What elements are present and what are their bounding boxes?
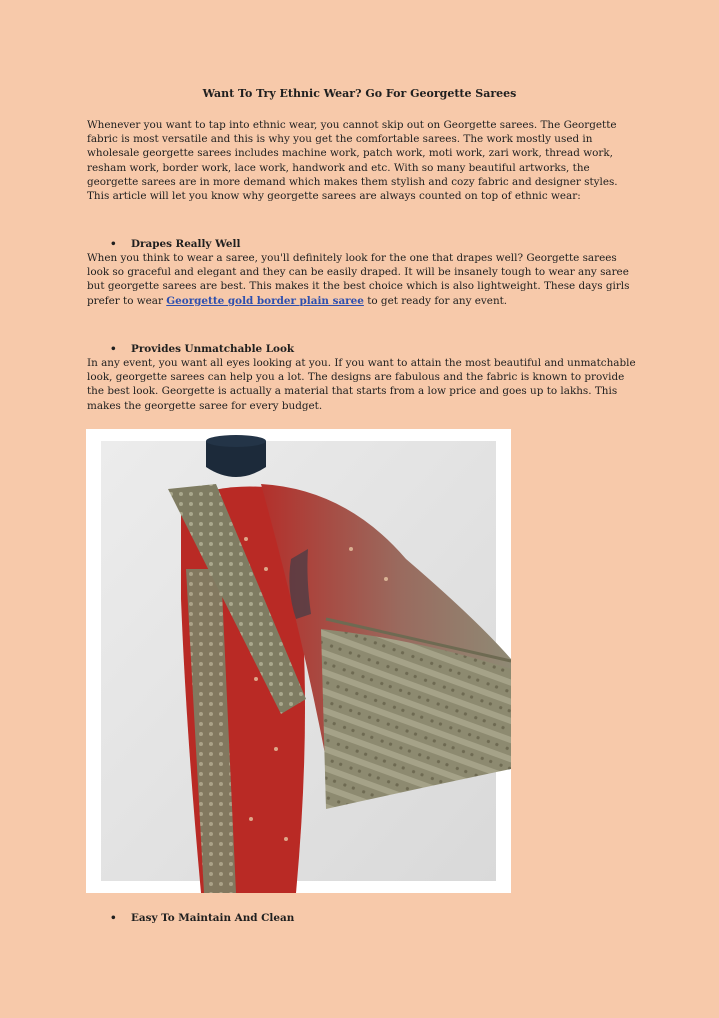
section-body-drapes bbox=[87, 251, 637, 308]
section-body-text-end: to get ready for any event. bbox=[363, 294, 508, 307]
bullet-icon: • bbox=[110, 238, 117, 250]
saree-photo bbox=[86, 429, 511, 893]
page-title: Want To Try Ethnic Wear? Go For Georgette Sarees bbox=[202, 87, 517, 100]
section-body-text: When you think to wear a saree, you'll definitely look for the one that drapes well? Georgette sarees look so graceful and elegant and they can be easily draped. It will be insanely tough to wear any saree but georgette sarees are best. This makes it the best choice which is also lightweight. These days girls prefer to wear bbox=[87, 252, 630, 307]
section-body-look: In any event, you want all eyes looking at you. If you want to attain the most beautiful and unmatchable look, georgette sarees can help you a lot. The designs are fabulous and the fabric is known to provide the best look. Georgette is actually a material that starts from a low price and goes up to lakhs. This makes the georgette saree for every budget. bbox=[87, 357, 636, 412]
section-heading-label: Provides Unmatchable Look bbox=[131, 343, 295, 355]
section-heading-label: Drapes Really Well bbox=[131, 238, 241, 250]
section-heading-label: Easy To Maintain And Clean bbox=[131, 912, 295, 924]
section-heading-look bbox=[110, 342, 294, 356]
intro-paragraph: Whenever you want to tap into ethnic wear, you cannot skip out on Georgette sarees. The Georgette fabric is most versatile and this is why you get the comfortable sarees. The work mostly used in wholesale georgette sarees includes machine work, patch work, moti work, zari work, thread work, resham work, border work, lace work, handwork and etc. With so many beautiful artworks, the georgette sarees are in more demand which makes them stylish and cozy fabric and designer styles. This article will let you know why georgette sarees are always counted on top of ethnic wear: bbox=[87, 119, 618, 203]
saree-illustration bbox=[86, 429, 511, 893]
bullet-icon: • bbox=[110, 343, 117, 355]
georgette-saree-link[interactable]: Georgette gold border plain saree bbox=[166, 294, 364, 307]
bullet-icon: • bbox=[110, 912, 117, 924]
section-heading-drapes bbox=[110, 237, 240, 251]
section-heading-maintain bbox=[110, 911, 294, 925]
